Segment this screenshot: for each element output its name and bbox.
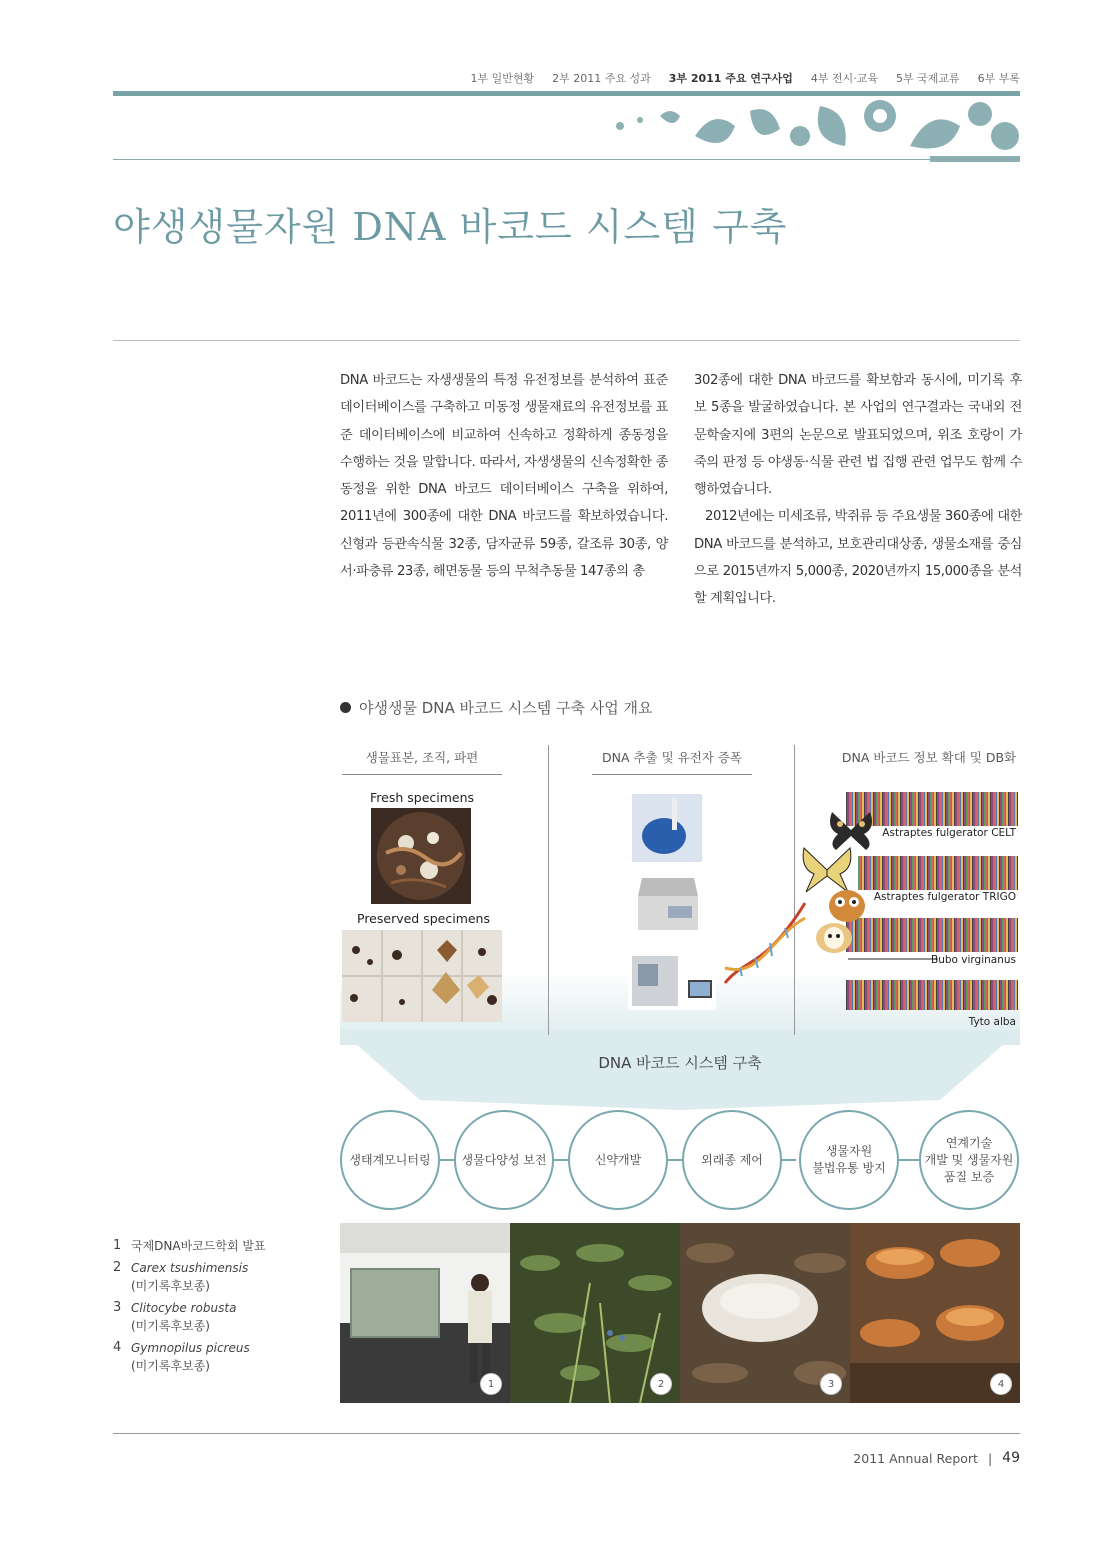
body-paragraph: 302종에 대한 DNA 바코드를 확보함과 동시에, 미기록 후보 5종을 발굴하였습니다. 본 사업의 연구결과는 국내외 전문학술지에 3편의 논문으로 발표되었으며, 위조 호랑이 가죽의 판정 등 야생동·식물 관련 법 집행 관련 업무도 함께 수행하였습니다. (694, 373, 1022, 498)
clitocybe-robusta-photo (680, 1223, 850, 1403)
preserved-specimens-label: Preserved specimens (357, 911, 490, 926)
decorative-swirl-pattern (600, 96, 1020, 162)
nav-item-1[interactable]: 1부 일반현황 (470, 72, 535, 85)
footer-separator: | (987, 1450, 993, 1466)
photo-number-badge: 2 (650, 1373, 672, 1395)
circle-invasive-species-control: 외래종 제어 (682, 1110, 782, 1210)
nav-item-4[interactable]: 4부 전시·교육 (810, 72, 878, 85)
barn-owl-icon (812, 920, 856, 956)
caption-3: 3 Clitocybe robusta (미기록후보종) (113, 1300, 237, 1333)
report-label: 2011 Annual Report (853, 1450, 978, 1466)
dna-sequencer-image (628, 950, 716, 1010)
dna-helix-icon (720, 898, 810, 988)
species-label: Bubo virginanus (931, 954, 1016, 966)
conference-presentation-photo (340, 1223, 510, 1403)
diagram-center-label: DNA 바코드 시스템 구축 (598, 1054, 762, 1072)
circle-ecosystem-monitoring: 생태계모니터링 (340, 1110, 440, 1210)
body-column-1 (340, 367, 668, 585)
circle-biodiversity-conservation: 생물다양성 보전 (454, 1110, 554, 1210)
fresh-specimens-image (371, 808, 471, 904)
nav-item-5[interactable]: 5부 국제교류 (896, 72, 960, 85)
photo-captions (113, 1237, 266, 1379)
species-label: Astraptes fulgerator CELT (882, 827, 1016, 839)
page-title: 야생생물자원 DNA 바코드 시스템 구축 (113, 205, 788, 249)
carex-tsushimensis-photo (510, 1223, 680, 1403)
nav-item-3[interactable]: 3부 2011 주요 연구사업 (668, 72, 793, 85)
diagram-column-head-1: 생물표본, 조직, 파편 (342, 748, 502, 775)
section-title (340, 697, 652, 718)
header-rule (113, 159, 1020, 160)
caption-4: 4 Gymnopilus picreus (미기록후보종) (113, 1340, 250, 1373)
photo-number-badge: 4 (990, 1373, 1012, 1395)
fresh-specimens-label: Fresh specimens (370, 790, 475, 805)
circle-drug-development: 신약개발 (568, 1110, 668, 1210)
pcr-machine-image (632, 872, 704, 936)
body-column-2 (694, 367, 1022, 613)
nav-item-6[interactable]: 6부 부록 (977, 72, 1020, 85)
connector-line (666, 1159, 682, 1161)
circle-quality-assurance: 연계기술 개발 및 생물자원 품질 보증 (919, 1110, 1019, 1210)
page-number: 49 (1002, 1450, 1020, 1466)
connector-line (552, 1159, 568, 1161)
photo-number-badge: 1 (480, 1373, 502, 1395)
species-label: Astraptes fulgerator TRIGO (873, 891, 1016, 903)
title-rule (113, 340, 1020, 341)
nav-item-2[interactable]: 2부 2011 주요 성과 (552, 72, 651, 85)
body-paragraph: 2012년에는 미세조류, 박쥐류 등 주요생물 360종에 대한 DNA 바코드를 분석하고, 보호관리대상종, 생물소재를 중심으로 2015년까지 5,000종, 2020년까지 15,000종을 분석할 계획입니다. (694, 509, 1022, 607)
gymnopilus-picreus-photo (850, 1223, 1020, 1403)
bullet-icon (340, 702, 351, 713)
body-paragraph: DNA 바코드는 자생생물의 특정 유전정보를 분석하여 표준 데이터베이스를 구축하고 미동정 생물재료의 유전정보를 표준 데이터베이스에 비교하여 신속하고 정확하게 종동정을 수행하는 것을 말합니다. 따라서, 자생생물의 신속정확한 종동정을 위한 DNA 바코드 데이터베이스 구축을 위하여, 2011년에 300종에 대한 DNA 바코드를 확보하였습니다. 신형과 등관속식물 32종, 담자균류 59종, 갈조류 30종, 양서·파충류 23종, 해면동물 등의 무척추동물 147종의 총 (340, 373, 668, 580)
caption-1: 1 국제DNA바코드학회 발표 (113, 1238, 266, 1253)
preserved-specimens-image (342, 930, 502, 1022)
application-circles (340, 1110, 1025, 1210)
species-label: Tyto alba (968, 1016, 1016, 1028)
page-footer (853, 1450, 1020, 1466)
owl-icon (826, 884, 868, 924)
connector-line (780, 1159, 796, 1161)
pipetting-image (632, 794, 702, 862)
diagram-column-head-3: DNA 바코드 정보 확대 및 DB화 (841, 750, 1017, 765)
footer-rule (113, 1433, 1020, 1434)
column-divider (548, 745, 549, 1035)
diagram-column-head-2: DNA 추출 및 유전자 증폭 (592, 748, 752, 775)
circle-illegal-trade-prevention: 생물자원 불법유통 방지 (799, 1110, 899, 1210)
section-nav (470, 70, 1020, 86)
caption-2: 2 Carex tsushimensis (미기록후보종) (113, 1260, 249, 1293)
column-divider (794, 745, 795, 1035)
section-title-text: 야생생물 DNA 바코드 시스템 구축 사업 개요 (359, 699, 653, 717)
photo-number-badge: 3 (820, 1373, 842, 1395)
connector-line (438, 1159, 454, 1161)
